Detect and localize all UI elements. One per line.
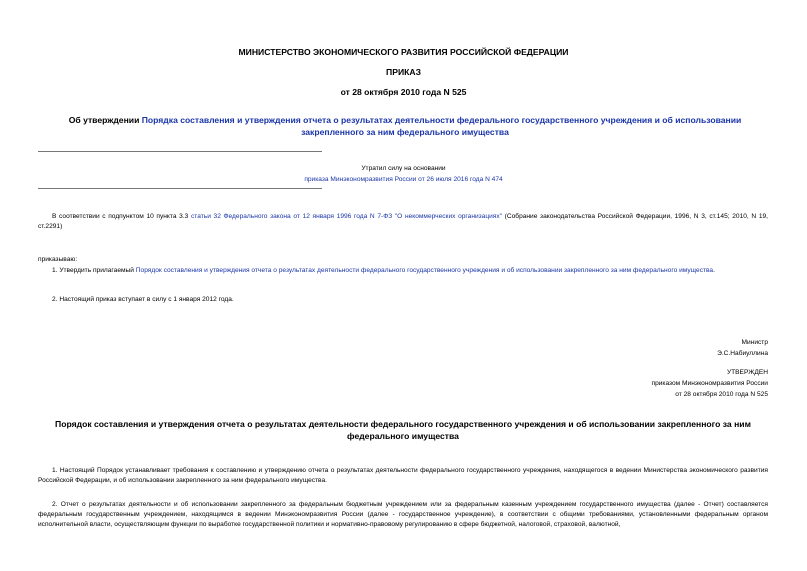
procedure-paragraph-2: 2. Отчет о результатах деятельности и об использовании закрепленного за федеральным бюджетным учреждением или за федеральным казенным учреждением государственного имущества (далее - Отчет) составляется федеральным государственным учреждением, находящимся в ведении Минэкономразвития России (далее - государственное учреждение), в соответствии с общими требованиями, установленными федеральным органом исполнительной власти, осуществляющим функции по выработке государственной политики и нормативно-правовому регулированию в сфере бюджетной, налоговой, страховой, валютной, bbox=[38, 501, 768, 528]
federal-law-link[interactable]: статьи 32 Федерального закона от 12 января 1996 года N 7-ФЗ "О некоммерческих организациях" bbox=[190, 213, 503, 220]
signature-position: Министр bbox=[741, 339, 768, 346]
signature-name: Э.С.Набиуллина bbox=[717, 350, 768, 357]
repeal-order-link[interactable]: приказа Минэкономразвития России от 26 июля 2016 года N 474 bbox=[304, 176, 503, 183]
subject-prefix: Об утверждении bbox=[68, 115, 142, 125]
preamble-text-suffix: (Собрание законодательства Российской Федерации, 1996, N 3, ст.145; 2010, N 19, ст.2291) bbox=[38, 213, 768, 230]
document-date-number: от 28 октября 2010 года N 525 bbox=[340, 87, 467, 97]
order-item-1-suffix: . bbox=[713, 267, 715, 274]
order-label: приказываю: bbox=[38, 256, 78, 263]
approval-line1: УТВЕРЖДЕН bbox=[726, 369, 768, 376]
preamble-text-prefix: В соответствии с подпунктом 10 пункта 3.3 bbox=[52, 213, 191, 220]
procedure-paragraph-1: 1. Настоящий Порядок устанавливает требования к составлению и утверждению отчета о результатах деятельности федерального государственного учреждения, находящегося в ведении Министерства экономического развития Российской Федерации, и об использовании закрепленного за ним федерального имущества. bbox=[38, 467, 768, 484]
status-note-line1: Утратил силу на основании bbox=[361, 165, 446, 172]
order-item-1 bbox=[38, 266, 768, 276]
divider-bottom bbox=[38, 188, 322, 189]
divider-top bbox=[38, 151, 322, 152]
preamble-paragraph bbox=[38, 212, 768, 232]
order-item-2: 2. Настоящий приказ вступает в силу с 1 января 2012 года. bbox=[52, 296, 234, 303]
subject-link[interactable]: Порядка составления и утверждения отчета о результатах деятельности федерального государственного учреждения и об использовании закрепленного за ним федерального имущества bbox=[141, 115, 742, 137]
ministry-name: МИНИСТЕРСТВО ЭКОНОМИЧЕСКОГО РАЗВИТИЯ РОССИЙСКОЙ ФЕДЕРАЦИИ bbox=[238, 47, 569, 57]
document-subject bbox=[50, 114, 760, 138]
approval-line3: от 28 октября 2010 года N 525 bbox=[675, 391, 768, 398]
order-item-1-prefix: 1. Утвердить прилагаемый bbox=[52, 267, 136, 274]
procedure-link[interactable]: Порядок составления и утверждения отчета о результатах деятельности федерального государственного учреждения и об использовании закрепленного за ним федерального имущества bbox=[135, 267, 714, 274]
approval-line2: приказом Минэкономразвития России bbox=[651, 380, 768, 387]
procedure-title: Порядок составления и утверждения отчета о результатах деятельности федерального государственного учреждения и об использовании закрепленного за ним федерального имущества bbox=[55, 419, 751, 441]
document-type: ПРИКАЗ bbox=[386, 67, 421, 77]
status-note-line2 bbox=[0, 175, 807, 185]
